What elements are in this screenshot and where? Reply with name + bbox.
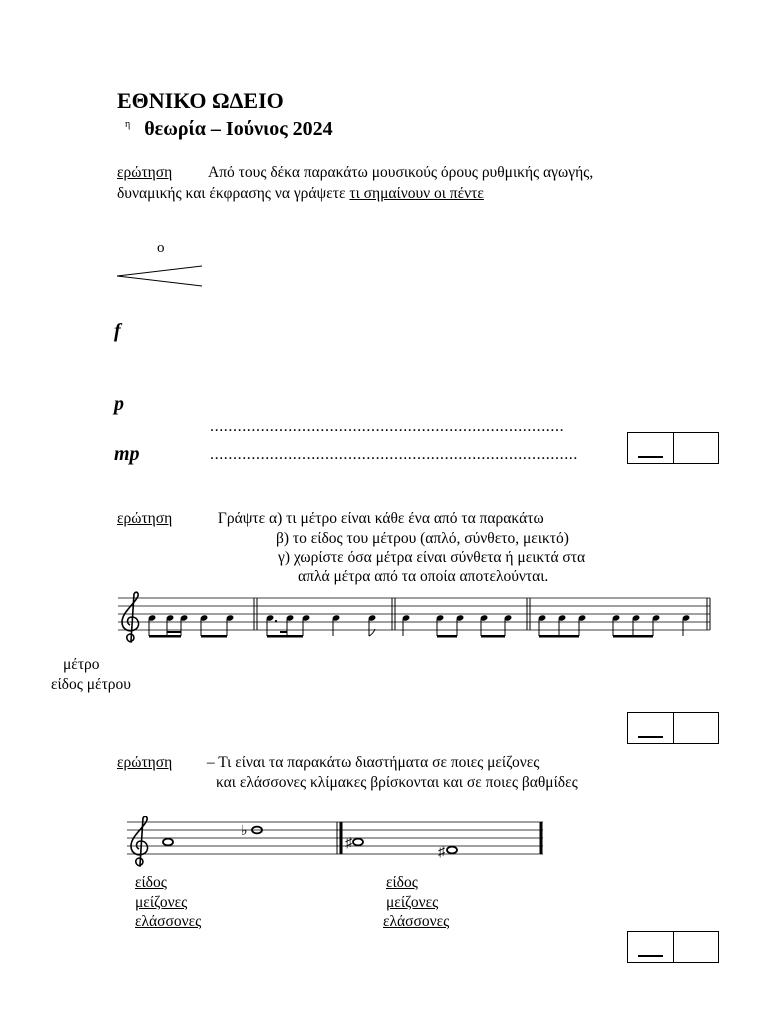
staff-lines [127,822,543,854]
svg-text:♯: ♯ [438,845,445,860]
q1-label: ερώτηση [117,164,173,181]
q1-text2-prefix: δυναμικής και έκφρασης να γράψετε [117,185,350,202]
treble-clef-icon [131,816,148,866]
score-dash [638,456,663,458]
q2-label: ερώτηση [117,510,173,527]
exam-subtitle [125,118,333,141]
dynamic-piano: p [114,393,124,415]
dynamic-forte: f [114,320,121,342]
intervals-staff [125,816,550,872]
score-cell [673,932,719,962]
q3-text2: και ελάσσονες κλίμακες βρίσκονται και σε ποιες βαθμίδες [216,774,578,791]
interval-notes [163,824,457,860]
score-dash [638,736,663,738]
score-cell [628,433,673,463]
q2-text-d: απλά μέτρα από τα οποία αποτελούνται. [298,568,549,585]
grade-mark: η [125,119,131,130]
q1-text2-underlined: τι σημαίνουν οι πέντε [349,185,484,202]
left-major-label: μείζονες [135,894,188,911]
rhythm-staff [110,590,720,660]
dynamic-mezzo-piano: mp [114,443,140,465]
score-cell [628,713,673,743]
right-kind-label: είδος [386,874,418,891]
q2-line-a [117,510,544,528]
score-cell [628,932,673,962]
left-minor-label: ελάσσονες [135,913,202,930]
q3-label: ερώτηση [117,754,173,771]
answer-dots-1[interactable]: ............................................................................. [210,418,565,435]
exam-subtitle-text: θεωρία – Ιούνιος 2024 [144,118,333,140]
hairpin-mark: o [157,240,165,256]
crescendo-hairpin [115,264,207,290]
row-label-kind: είδος μέτρου [51,676,131,693]
score-box-2[interactable] [627,712,719,744]
staff-lines [118,598,710,630]
q2-text-c: γ) χωρίστε όσα μέτρα είναι σύνθετα ή μεικτά στα [278,549,586,566]
svg-text:♯: ♯ [345,836,352,851]
q3-line1 [117,754,539,772]
answer-dots-2[interactable]: ................................................................................ [210,446,578,463]
q2-text-b: β) το είδος του μέτρου (απλό, σύνθετο, μεικτό) [276,530,569,547]
score-box-3[interactable] [627,931,719,963]
row-label-meter: μέτρο [63,656,100,673]
q1-line1 [117,164,593,182]
score-cell [673,713,719,743]
right-major-label: μείζονες [386,894,439,911]
q1-line2 [117,185,484,203]
rhythm-notes [148,614,691,637]
score-cell [673,433,719,463]
q1-text1: Από τους δέκα παρακάτω μουσικούς όρους ρυθμικής αγωγής, [208,164,594,181]
score-box-1[interactable] [627,432,719,464]
q2-text-a: Γράψτε α) τι μέτρο είναι κάθε ένα από τα παρακάτω [217,510,544,527]
institution-title: ΕΘΝΙΚΟ ΩΔΕΙΟ [117,88,284,113]
score-dash [638,955,663,957]
right-minor-label: ελάσσονες [383,913,450,930]
left-kind-label: είδος [135,874,167,891]
q3-text1: – Τι είναι τα παρακάτω διαστήματα σε ποιες μείζονες [203,754,540,771]
svg-text:♭: ♭ [241,824,248,839]
treble-clef-icon [122,592,139,642]
